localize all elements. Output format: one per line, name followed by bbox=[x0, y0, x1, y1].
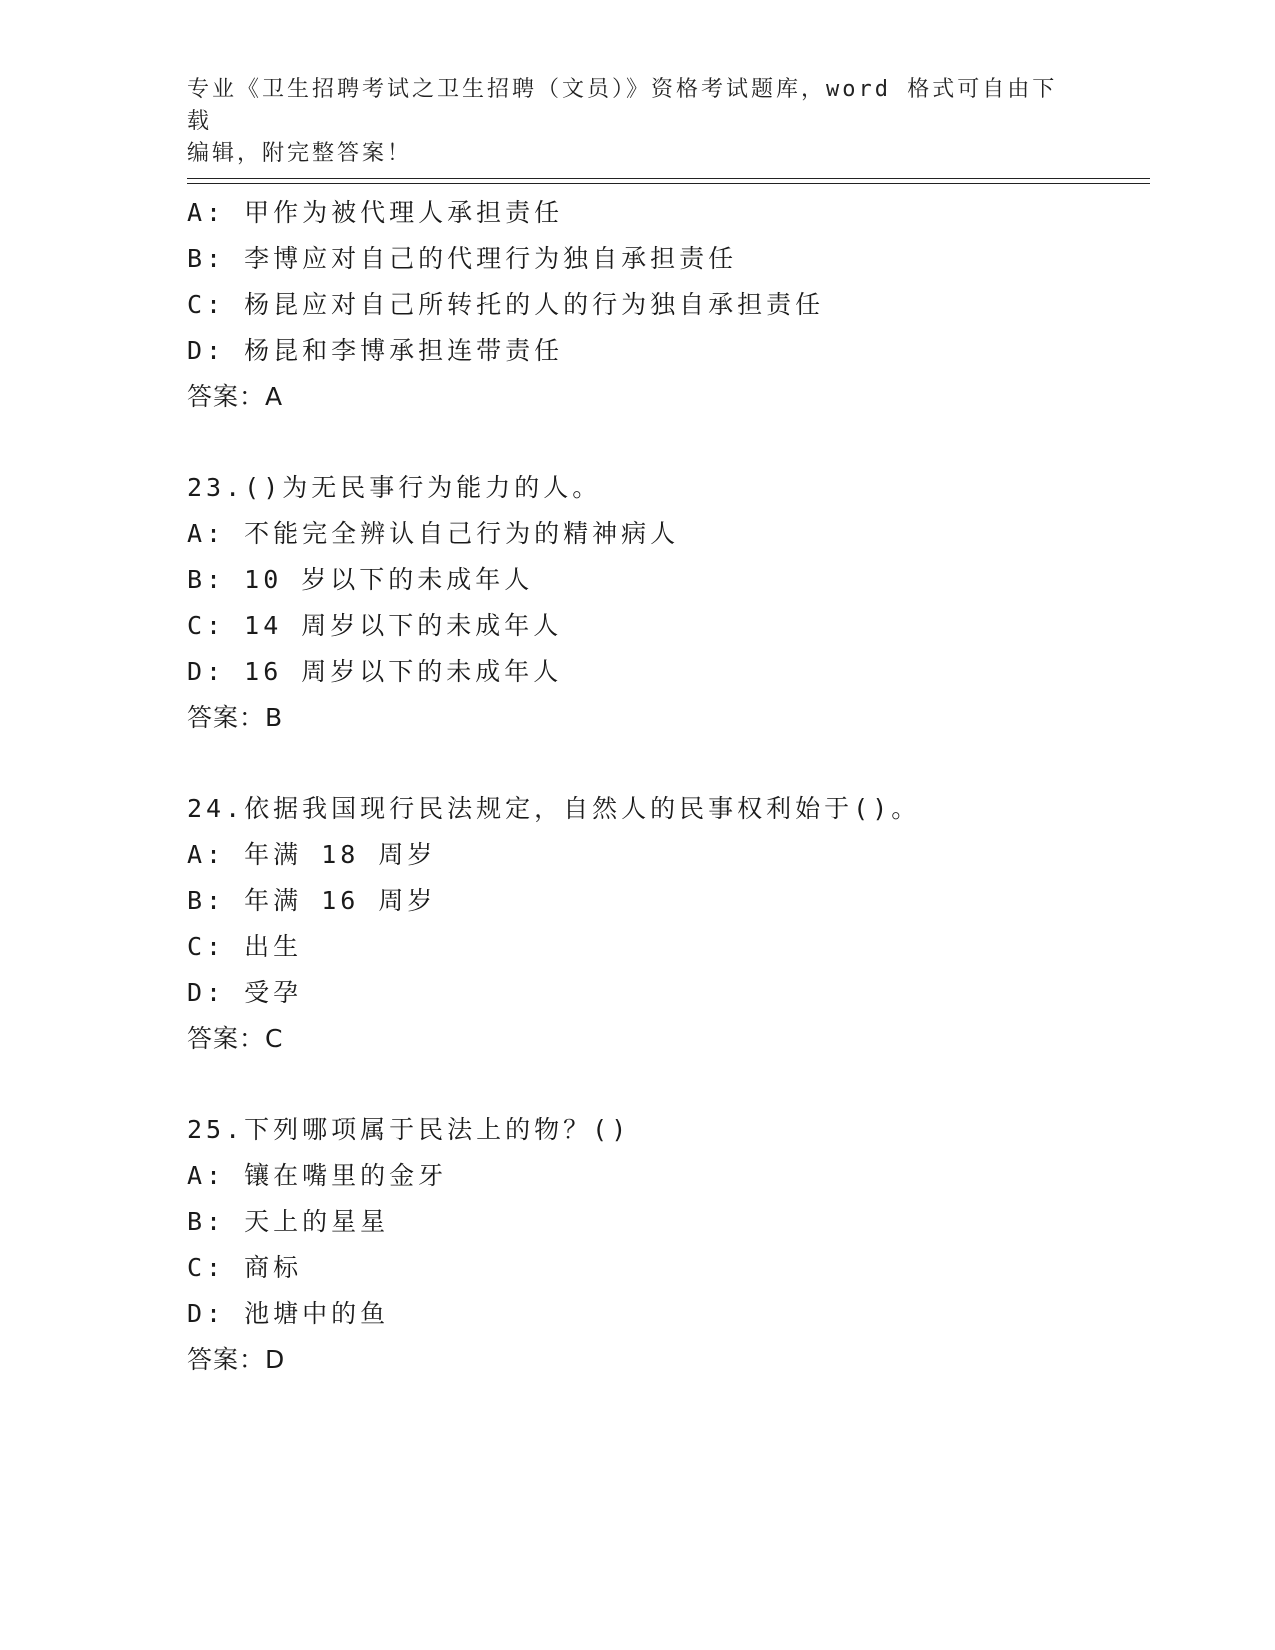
option-d: D: 16 周岁以下的未成年人 bbox=[187, 657, 563, 686]
option-c: C: 杨昆应对自己所转托的人的行为独自承担责任 bbox=[187, 290, 825, 319]
option-c: C: 14 周岁以下的未成年人 bbox=[187, 611, 563, 640]
option-b: B: 天上的星星 bbox=[187, 1207, 390, 1236]
option-a: A: 不能完全辨认自己行为的精神病人 bbox=[187, 519, 680, 548]
question-25-block bbox=[187, 1107, 1147, 1383]
question-list bbox=[187, 190, 1147, 1383]
header-double-rule bbox=[187, 178, 1150, 184]
option-a: A: 年满 18 周岁 bbox=[187, 840, 437, 869]
header-line-1: 专业《卫生招聘考试之卫生招聘（文员）》资格考试题库，word 格式可自由下载 bbox=[187, 77, 1058, 134]
option-d: D: 受孕 bbox=[187, 978, 303, 1007]
question-24-block bbox=[187, 786, 1147, 1062]
option-c: C: 商标 bbox=[187, 1253, 303, 1282]
option-b: B: 李博应对自己的代理行为独自承担责任 bbox=[187, 244, 738, 273]
question-text: 24.依据我国现行民法规定，自然人的民事权利始于()。 bbox=[187, 794, 921, 823]
option-d: D: 杨昆和李博承担连带责任 bbox=[187, 336, 564, 365]
header-line-2: 编辑，附完整答案！ bbox=[187, 141, 413, 166]
question-22-block bbox=[187, 190, 1147, 420]
answer-line: 答案：B bbox=[187, 703, 284, 732]
option-b: B: 年满 16 周岁 bbox=[187, 886, 437, 915]
question-23-block bbox=[187, 465, 1147, 741]
option-a: A: 镶在嘴里的金牙 bbox=[187, 1161, 448, 1190]
option-b: B: 10 岁以下的未成年人 bbox=[187, 565, 534, 594]
option-d: D: 池塘中的鱼 bbox=[187, 1299, 390, 1328]
document-header bbox=[187, 74, 1067, 170]
option-a: A: 甲作为被代理人承担责任 bbox=[187, 198, 564, 227]
answer-line: 答案：A bbox=[187, 382, 284, 411]
answer-line: 答案：C bbox=[187, 1024, 284, 1053]
answer-line: 答案：D bbox=[187, 1345, 286, 1374]
question-text: 25.下列哪项属于民法上的物？() bbox=[187, 1115, 631, 1144]
question-text: 23.()为无民事行为能力的人。 bbox=[187, 473, 602, 502]
option-c: C: 出生 bbox=[187, 932, 303, 961]
